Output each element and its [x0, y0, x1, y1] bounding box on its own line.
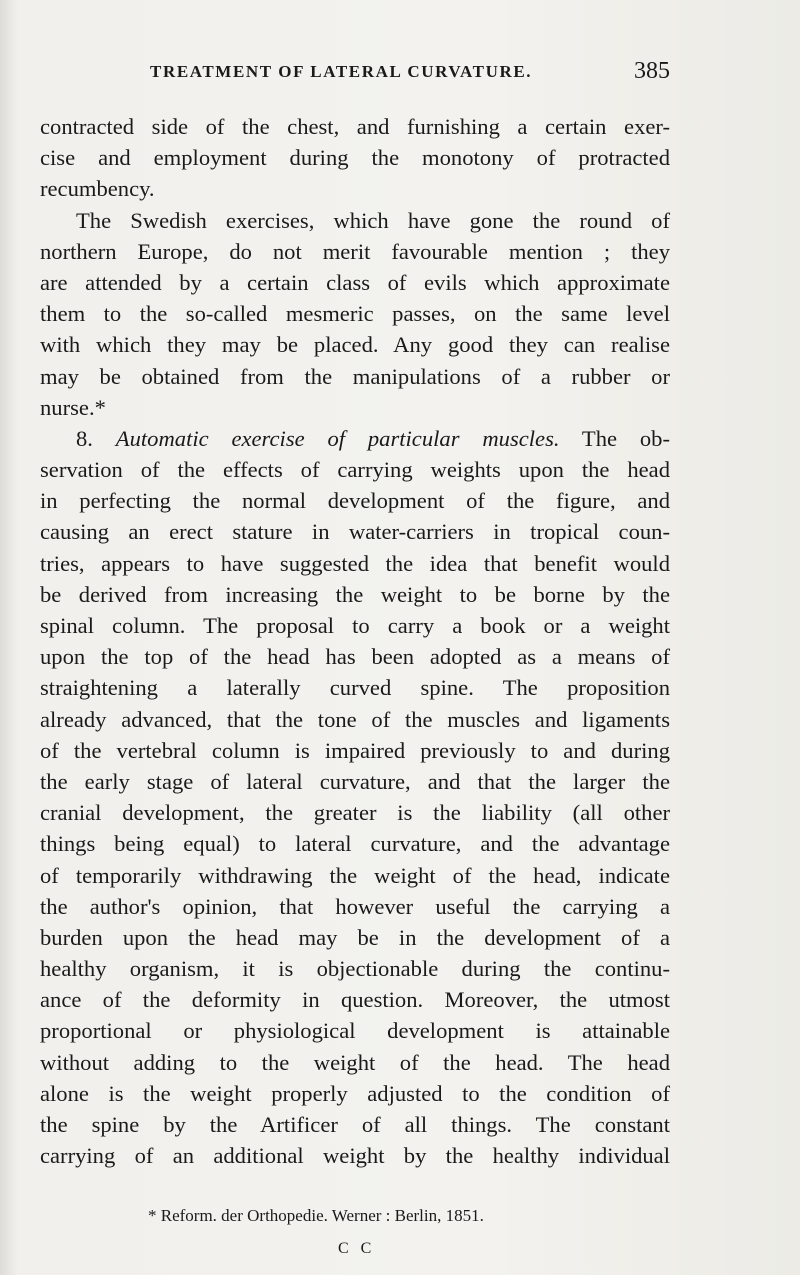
text-line: with which they may be placed. Any good they can realise [40, 332, 670, 358]
section-continuation: The ob- [559, 425, 671, 451]
text-line: may be obtained from the manipulations of a rubber or [40, 363, 670, 389]
text-line: the spine by the Artificer of all things. The constant [40, 1112, 670, 1137]
text-line: things being equal) to lateral curvature, and the advantage [40, 831, 670, 857]
text-line: without adding to the weight of the head. The head [40, 1049, 670, 1075]
text-line: causing an erect stature in water-carriers in tropical coun- [40, 519, 670, 545]
text-line: spinal column. The proposal to carry a book or a weight [40, 613, 670, 638]
text-line: recumbency. [40, 176, 155, 202]
text-line: healthy organism, it is objectionable during the continu- [40, 956, 670, 982]
text-line: contracted side of the chest, and furnishing a certain exer- [40, 114, 670, 139]
text-line: cise and employment during the monotony of protracted [40, 145, 670, 171]
text-line: in perfecting the normal development of the figure, and [40, 488, 670, 514]
text-line: straightening a laterally curved spine. The proposition [40, 675, 670, 701]
text-line: of temporarily withdrawing the weight of the head, indicate [40, 862, 670, 888]
running-head: TREATMENT OF LATERAL CURVATURE. [150, 62, 533, 81]
text-line: alone is the weight properly adjusted to the condition of [40, 1080, 670, 1106]
text-line: proportional or physiological development is attainable [40, 1018, 670, 1044]
body-text [40, 111, 670, 1171]
text-line: are attended by a certain class of evils which approximate [40, 269, 670, 295]
text-line: upon the top of the head has been adopted as a means of [40, 644, 670, 670]
text-line: The Swedish exercises, which have gone the round of [76, 207, 670, 233]
text-line: the author's opinion, that however useful the carrying a [40, 893, 670, 919]
text-line: already advanced, that the tone of the muscles and ligaments [40, 706, 670, 732]
text-line: of the vertebral column is impaired previously to and during [40, 737, 670, 763]
section-heading-line [40, 423, 670, 454]
text-line: ance of the deformity in question. Moreover, the utmost [40, 987, 670, 1013]
text-line: them to the so-called mesmeric passes, on the same level [40, 301, 670, 327]
text-line: be derived from increasing the weight to be borne by the [40, 581, 670, 607]
text-line: servation of the effects of carrying weights upon the head [40, 457, 670, 483]
text-line: the early stage of lateral curvature, and that the larger the [40, 768, 670, 794]
text-line: tries, appears to have suggested the idea that benefit would [40, 550, 670, 576]
text-line: carrying of an additional weight by the healthy individual [40, 1143, 670, 1169]
text-line: cranial development, the greater is the liability (all other [40, 800, 670, 826]
text-line: burden upon the head may be in the development of a [40, 924, 670, 950]
footnote: * Reform. der Orthopedie. Werner : Berlin, 1851. [148, 1206, 484, 1225]
section-title: Automatic exercise of particular muscles. [115, 425, 560, 451]
text-line: nurse.* [40, 394, 106, 420]
page-number: 385 [634, 58, 670, 84]
text-line: northern Europe, do not merit favourable mention ; they [40, 238, 670, 264]
section-number: 8. [76, 425, 116, 451]
page-header [40, 58, 670, 86]
signature-mark: C C [338, 1240, 376, 1257]
